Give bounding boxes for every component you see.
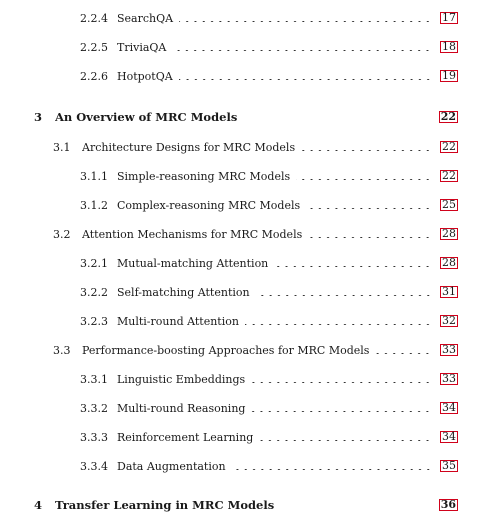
dot-leader <box>256 295 432 296</box>
toc-entry-3-2-3[interactable] <box>0 312 494 330</box>
dot-leader <box>306 208 432 209</box>
page-link[interactable]: 22 <box>442 169 456 182</box>
section-number: 3.3.1 <box>80 372 108 386</box>
toc-entry-3-3-2[interactable] <box>0 399 494 417</box>
toc-entry-3-1[interactable] <box>0 138 494 156</box>
toc-entry-3-1-2[interactable] <box>0 196 494 214</box>
dot-leader <box>259 440 432 441</box>
section-title: Complex-reasoning MRC Models <box>117 198 301 212</box>
page-link[interactable]: 28 <box>442 227 456 240</box>
page-link[interactable]: 25 <box>442 198 456 211</box>
dot-leader <box>308 237 432 238</box>
toc-entry-2-2-4[interactable] <box>0 9 494 27</box>
page-link[interactable]: 28 <box>442 256 456 269</box>
dot-leader <box>251 382 432 383</box>
toc-entry-3-3-4[interactable] <box>0 457 494 475</box>
section-title: Mutual-matching Attention <box>117 256 269 270</box>
section-title: SearchQA <box>117 11 174 25</box>
section-number: 2.2.6 <box>80 69 108 83</box>
page-link[interactable]: 33 <box>442 343 456 356</box>
section-number: 3.2.1 <box>80 256 108 270</box>
toc-entry-3-3[interactable] <box>0 341 494 359</box>
toc-entry-3-1-1[interactable] <box>0 167 494 185</box>
chapter-number: 3 <box>34 110 43 124</box>
section-title: Reinforcement Learning <box>117 430 254 444</box>
chapter-number: 4 <box>34 498 43 512</box>
section-number: 3.1.2 <box>80 198 108 212</box>
section-title: Linguistic Embeddings <box>117 372 246 386</box>
section-number: 3.1.1 <box>80 169 108 183</box>
section-title: Performance-boosting Approaches for MRC Models <box>82 343 370 357</box>
section-title: Multi-round Attention <box>117 314 239 328</box>
page-link[interactable]: 36 <box>440 498 456 511</box>
section-title: Attention Mechanisms for MRC Models <box>82 227 303 241</box>
section-title: TriviaQA <box>117 40 167 54</box>
section-number: 3.2.3 <box>80 314 108 328</box>
toc-chapter-4[interactable] <box>0 496 494 514</box>
section-number: 3.3.2 <box>80 401 108 415</box>
dot-leader <box>232 469 432 470</box>
dot-leader <box>251 411 432 412</box>
section-number: 3.1 <box>53 140 71 154</box>
section-number: 3.3.3 <box>80 430 108 444</box>
page-link[interactable]: 19 <box>442 69 456 82</box>
section-title: Data Augmentation <box>117 459 226 473</box>
section-number: 3.2.2 <box>80 285 108 299</box>
page-link[interactable]: 33 <box>442 372 456 385</box>
dot-leader <box>179 21 432 22</box>
section-number: 2.2.4 <box>80 11 108 25</box>
section-title: Multi-round Reasoning <box>117 401 246 415</box>
page-link[interactable]: 35 <box>442 459 456 472</box>
toc-entry-3-2-1[interactable] <box>0 254 494 272</box>
chapter-title: An Overview of MRC Models <box>55 110 238 124</box>
section-title: Self-matching Attention <box>117 285 250 299</box>
toc-chapter-3[interactable] <box>0 108 494 126</box>
section-number: 3.3 <box>53 343 71 357</box>
section-number: 3.3.4 <box>80 459 108 473</box>
toc-entry-3-2[interactable] <box>0 225 494 243</box>
section-title: HotpotQA <box>117 69 173 83</box>
section-title: Architecture Designs for MRC Models <box>82 140 296 154</box>
dot-leader <box>179 79 432 80</box>
toc-entry-3-3-1[interactable] <box>0 370 494 388</box>
page-link[interactable]: 34 <box>442 430 456 443</box>
dot-leader <box>301 150 432 151</box>
section-number: 2.2.5 <box>80 40 108 54</box>
toc-entry-3-2-2[interactable] <box>0 283 494 301</box>
chapter-title: Transfer Learning in MRC Models <box>55 498 275 512</box>
page-link[interactable]: 32 <box>442 314 456 327</box>
section-title: Simple-reasoning MRC Models <box>117 169 291 183</box>
dot-leader <box>296 179 432 180</box>
page-link[interactable]: 34 <box>442 401 456 414</box>
dot-leader <box>245 324 432 325</box>
toc-entry-2-2-5[interactable] <box>0 38 494 56</box>
dot-leader <box>274 266 432 267</box>
page-link[interactable]: 22 <box>442 140 456 153</box>
page-link[interactable]: 31 <box>442 285 456 298</box>
dot-leader <box>172 50 432 51</box>
toc-entry-3-3-3[interactable] <box>0 428 494 446</box>
page-link[interactable]: 18 <box>442 40 456 53</box>
section-number: 3.2 <box>53 227 71 241</box>
dot-leader <box>375 353 432 354</box>
page-link[interactable]: 17 <box>442 11 456 24</box>
toc-entry-2-2-6[interactable] <box>0 67 494 85</box>
page-link[interactable]: 22 <box>440 110 456 123</box>
